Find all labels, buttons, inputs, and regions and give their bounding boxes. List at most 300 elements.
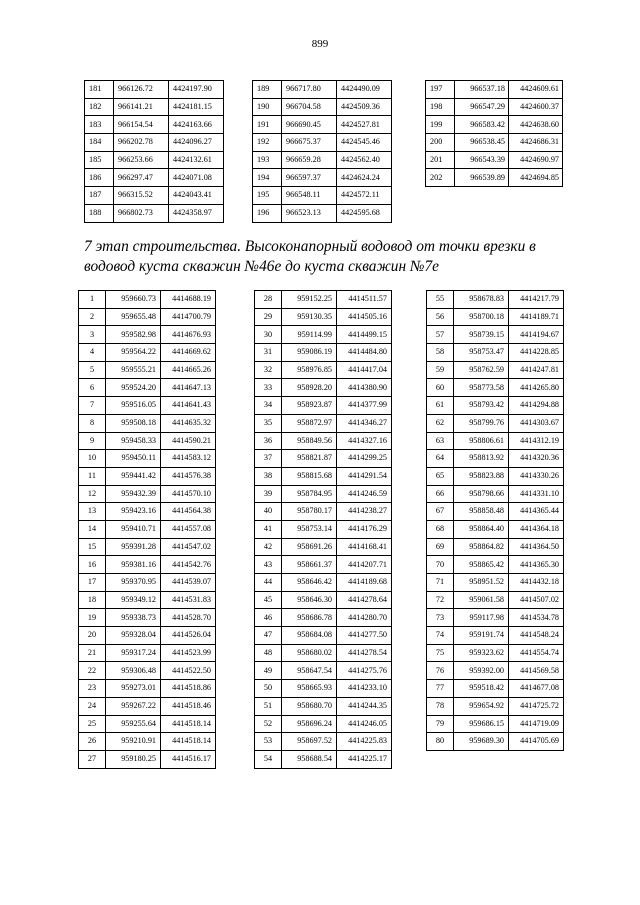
table-row xyxy=(255,538,392,556)
point-number-cell: 52 xyxy=(255,715,282,733)
table-row xyxy=(79,697,216,715)
x-coordinate-cell: 959660.73 xyxy=(106,291,161,309)
x-coordinate-cell: 958951.52 xyxy=(454,574,509,592)
point-number-cell: 18 xyxy=(79,591,106,609)
x-coordinate-cell: 959582.98 xyxy=(106,326,161,344)
point-number-cell: 11 xyxy=(79,467,106,485)
point-number-cell: 43 xyxy=(255,556,282,574)
y-coordinate-cell: 4414225.17 xyxy=(337,750,392,768)
x-coordinate-cell: 959564.22 xyxy=(106,344,161,362)
point-number-cell: 195 xyxy=(253,187,282,205)
table-row xyxy=(427,556,564,574)
table-row xyxy=(427,326,564,344)
x-coordinate-cell: 958684.08 xyxy=(282,627,337,645)
coordinates-table xyxy=(426,290,564,751)
y-coordinate-cell: 4414228.85 xyxy=(509,344,564,362)
y-coordinate-cell: 4414320.36 xyxy=(509,450,564,468)
y-coordinate-cell: 4424609.61 xyxy=(509,81,563,99)
point-number-cell: 23 xyxy=(79,680,106,698)
table-row xyxy=(427,503,564,521)
table-row xyxy=(255,574,392,592)
point-number-cell: 16 xyxy=(79,556,106,574)
x-coordinate-cell: 959555.21 xyxy=(106,361,161,379)
table-row xyxy=(85,204,224,222)
table-row xyxy=(426,169,563,187)
x-coordinate-cell: 959117.98 xyxy=(454,609,509,627)
x-coordinate-cell: 958813.92 xyxy=(454,450,509,468)
x-coordinate-cell: 966141.21 xyxy=(114,98,169,116)
point-number-cell: 4 xyxy=(79,344,106,362)
table-row xyxy=(253,134,392,152)
table-row xyxy=(427,344,564,362)
point-number-cell: 186 xyxy=(85,169,114,187)
table-row xyxy=(79,520,216,538)
table-row xyxy=(79,733,216,751)
table-row xyxy=(427,574,564,592)
point-number-cell: 51 xyxy=(255,697,282,715)
table-row xyxy=(79,715,216,733)
x-coordinate-cell: 958799.76 xyxy=(454,414,509,432)
table-row xyxy=(427,379,564,397)
point-number-cell: 41 xyxy=(255,520,282,538)
x-coordinate-cell: 966523.13 xyxy=(282,204,337,222)
table-row xyxy=(427,432,564,450)
y-coordinate-cell: 4414346.27 xyxy=(337,414,392,432)
x-coordinate-cell: 958865.42 xyxy=(454,556,509,574)
table-row xyxy=(79,379,216,397)
point-number-cell: 80 xyxy=(427,733,454,751)
point-number-cell: 45 xyxy=(255,591,282,609)
point-number-cell: 12 xyxy=(79,485,106,503)
y-coordinate-cell: 4424690.97 xyxy=(509,151,563,169)
x-coordinate-cell: 959423.16 xyxy=(106,503,161,521)
y-coordinate-cell: 4414189.71 xyxy=(509,308,564,326)
y-coordinate-cell: 4414700.79 xyxy=(161,308,216,326)
y-coordinate-cell: 4414364.50 xyxy=(509,538,564,556)
y-coordinate-cell: 4414583.12 xyxy=(161,450,216,468)
x-coordinate-cell: 966659.28 xyxy=(282,151,337,169)
y-coordinate-cell: 4414291.54 xyxy=(337,467,392,485)
table-row xyxy=(427,361,564,379)
x-coordinate-cell: 966717.80 xyxy=(282,81,337,99)
y-coordinate-cell: 4424638.60 xyxy=(509,116,563,134)
table-row xyxy=(426,151,563,169)
y-coordinate-cell: 4414364.18 xyxy=(509,520,564,538)
y-coordinate-cell: 4414277.50 xyxy=(337,627,392,645)
x-coordinate-cell: 958849.56 xyxy=(282,432,337,450)
y-coordinate-cell: 4414280.70 xyxy=(337,609,392,627)
table-row xyxy=(253,98,392,116)
point-number-cell: 64 xyxy=(427,450,454,468)
y-coordinate-cell: 4414278.54 xyxy=(337,644,392,662)
x-coordinate-cell: 959130.35 xyxy=(282,308,337,326)
x-coordinate-cell: 958646.42 xyxy=(282,574,337,592)
y-coordinate-cell: 4424545.46 xyxy=(337,134,392,152)
x-coordinate-cell: 966704.58 xyxy=(282,98,337,116)
coordinates-table xyxy=(78,290,216,769)
point-number-cell: 198 xyxy=(426,98,455,116)
y-coordinate-cell: 4414557.08 xyxy=(161,520,216,538)
table-row xyxy=(79,361,216,379)
y-coordinate-cell: 4414330.26 xyxy=(509,467,564,485)
x-coordinate-cell: 958678.83 xyxy=(454,291,509,309)
point-number-cell: 192 xyxy=(253,134,282,152)
table-row xyxy=(79,750,216,768)
y-coordinate-cell: 4414217.79 xyxy=(509,291,564,309)
point-number-cell: 65 xyxy=(427,467,454,485)
table-row xyxy=(255,450,392,468)
y-coordinate-cell: 4414677.08 xyxy=(509,680,564,698)
y-coordinate-cell: 4424132.61 xyxy=(169,151,224,169)
y-coordinate-cell: 4414331.10 xyxy=(509,485,564,503)
y-coordinate-cell: 4414365.44 xyxy=(509,503,564,521)
point-number-cell: 74 xyxy=(427,627,454,645)
table-row xyxy=(426,98,563,116)
y-coordinate-cell: 4414570.10 xyxy=(161,485,216,503)
y-coordinate-cell: 4414518.86 xyxy=(161,680,216,698)
y-coordinate-cell: 4414705.69 xyxy=(509,733,564,751)
point-number-cell: 59 xyxy=(427,361,454,379)
x-coordinate-cell: 966548.11 xyxy=(282,187,337,205)
point-number-cell: 63 xyxy=(427,432,454,450)
table-row xyxy=(79,344,216,362)
coordinates-table xyxy=(252,80,392,223)
x-coordinate-cell: 959654.92 xyxy=(454,697,509,715)
table-row xyxy=(427,397,564,415)
point-number-cell: 62 xyxy=(427,414,454,432)
point-number-cell: 182 xyxy=(85,98,114,116)
point-number-cell: 71 xyxy=(427,574,454,592)
x-coordinate-cell: 959392.00 xyxy=(454,662,509,680)
point-number-cell: 197 xyxy=(426,81,455,99)
x-coordinate-cell: 959255.64 xyxy=(106,715,161,733)
point-number-cell: 19 xyxy=(79,609,106,627)
x-coordinate-cell: 959458.33 xyxy=(106,432,161,450)
table-row xyxy=(253,116,392,134)
table-row xyxy=(79,291,216,309)
point-number-cell: 37 xyxy=(255,450,282,468)
table-row xyxy=(79,644,216,662)
x-coordinate-cell: 959518.42 xyxy=(454,680,509,698)
y-coordinate-cell: 4414518.14 xyxy=(161,733,216,751)
table-row xyxy=(255,344,392,362)
point-number-cell: 75 xyxy=(427,644,454,662)
x-coordinate-cell: 966537.18 xyxy=(455,81,509,99)
table-row xyxy=(79,591,216,609)
point-number-cell: 191 xyxy=(253,116,282,134)
section-heading: 7 этап строительства. Высоконапорный водовод от точки врезки в водовод куста скважин №46е до куста скважин №7е xyxy=(84,238,536,275)
y-coordinate-cell: 4414564.38 xyxy=(161,503,216,521)
point-number-cell: 49 xyxy=(255,662,282,680)
y-coordinate-cell: 4414522.50 xyxy=(161,662,216,680)
point-number-cell: 200 xyxy=(426,134,455,152)
x-coordinate-cell: 959061.58 xyxy=(454,591,509,609)
table-row xyxy=(427,609,564,627)
point-number-cell: 70 xyxy=(427,556,454,574)
y-coordinate-cell: 4414507.02 xyxy=(509,591,564,609)
table-row xyxy=(85,81,224,99)
table-row xyxy=(427,697,564,715)
table-row xyxy=(79,485,216,503)
y-coordinate-cell: 4424043.41 xyxy=(169,187,224,205)
x-coordinate-cell: 958646.30 xyxy=(282,591,337,609)
x-coordinate-cell: 958700.18 xyxy=(454,308,509,326)
x-coordinate-cell: 958806.61 xyxy=(454,432,509,450)
table-row xyxy=(253,204,392,222)
point-number-cell: 29 xyxy=(255,308,282,326)
y-coordinate-cell: 4424595.68 xyxy=(337,204,392,222)
point-number-cell: 22 xyxy=(79,662,106,680)
point-number-cell: 60 xyxy=(427,379,454,397)
point-number-cell: 183 xyxy=(85,116,114,134)
x-coordinate-cell: 959508.18 xyxy=(106,414,161,432)
y-coordinate-cell: 4414719.09 xyxy=(509,715,564,733)
x-coordinate-cell: 959338.73 xyxy=(106,609,161,627)
x-coordinate-cell: 958784.95 xyxy=(282,485,337,503)
point-number-cell: 9 xyxy=(79,432,106,450)
point-number-cell: 27 xyxy=(79,750,106,768)
table-row xyxy=(255,485,392,503)
point-number-cell: 72 xyxy=(427,591,454,609)
point-number-cell: 33 xyxy=(255,379,282,397)
x-coordinate-cell: 958923.87 xyxy=(282,397,337,415)
x-coordinate-cell: 959210.91 xyxy=(106,733,161,751)
point-number-cell: 61 xyxy=(427,397,454,415)
x-coordinate-cell: 958864.40 xyxy=(454,520,509,538)
x-coordinate-cell: 966539.89 xyxy=(455,169,509,187)
table-row xyxy=(79,662,216,680)
point-number-cell: 35 xyxy=(255,414,282,432)
y-coordinate-cell: 4414194.67 xyxy=(509,326,564,344)
x-coordinate-cell: 958793.42 xyxy=(454,397,509,415)
y-coordinate-cell: 4414225.83 xyxy=(337,733,392,751)
table-row xyxy=(255,750,392,768)
y-coordinate-cell: 4414176.29 xyxy=(337,520,392,538)
point-number-cell: 17 xyxy=(79,574,106,592)
x-coordinate-cell: 958697.52 xyxy=(282,733,337,751)
point-number-cell: 68 xyxy=(427,520,454,538)
table-row xyxy=(427,733,564,751)
table-row xyxy=(255,644,392,662)
point-number-cell: 53 xyxy=(255,733,282,751)
point-number-cell: 44 xyxy=(255,574,282,592)
point-number-cell: 34 xyxy=(255,397,282,415)
y-coordinate-cell: 4414365.30 xyxy=(509,556,564,574)
x-coordinate-cell: 958773.58 xyxy=(454,379,509,397)
x-coordinate-cell: 959328.04 xyxy=(106,627,161,645)
table-row xyxy=(85,169,224,187)
table-row xyxy=(79,432,216,450)
x-coordinate-cell: 958686.78 xyxy=(282,609,337,627)
x-coordinate-cell: 959686.15 xyxy=(454,715,509,733)
x-coordinate-cell: 958864.82 xyxy=(454,538,509,556)
point-number-cell: 8 xyxy=(79,414,106,432)
table-row xyxy=(427,715,564,733)
y-coordinate-cell: 4424071.08 xyxy=(169,169,224,187)
table-row xyxy=(255,503,392,521)
table-row xyxy=(85,187,224,205)
table-row xyxy=(426,134,563,152)
y-coordinate-cell: 4414499.15 xyxy=(337,326,392,344)
x-coordinate-cell: 966675.37 xyxy=(282,134,337,152)
table-row xyxy=(255,467,392,485)
table-row xyxy=(253,169,392,187)
y-coordinate-cell: 4414526.04 xyxy=(161,627,216,645)
point-number-cell: 201 xyxy=(426,151,455,169)
x-coordinate-cell: 959306.48 xyxy=(106,662,161,680)
table-row xyxy=(426,81,563,99)
y-coordinate-cell: 4414275.76 xyxy=(337,662,392,680)
y-coordinate-cell: 4414523.99 xyxy=(161,644,216,662)
y-coordinate-cell: 4424163.66 xyxy=(169,116,224,134)
x-coordinate-cell: 958647.54 xyxy=(282,662,337,680)
table-row xyxy=(79,538,216,556)
x-coordinate-cell: 959432.39 xyxy=(106,485,161,503)
point-number-cell: 26 xyxy=(79,733,106,751)
table-row xyxy=(255,715,392,733)
table-row xyxy=(79,627,216,645)
y-coordinate-cell: 4414534.78 xyxy=(509,609,564,627)
point-number-cell: 40 xyxy=(255,503,282,521)
y-coordinate-cell: 4414244.35 xyxy=(337,697,392,715)
point-number-cell: 185 xyxy=(85,151,114,169)
x-coordinate-cell: 966802.73 xyxy=(114,204,169,222)
point-number-cell: 199 xyxy=(426,116,455,134)
table-row xyxy=(255,397,392,415)
y-coordinate-cell: 4414569.58 xyxy=(509,662,564,680)
x-coordinate-cell: 958691.26 xyxy=(282,538,337,556)
point-number-cell: 38 xyxy=(255,467,282,485)
point-number-cell: 1 xyxy=(79,291,106,309)
x-coordinate-cell: 966202.78 xyxy=(114,134,169,152)
point-number-cell: 76 xyxy=(427,662,454,680)
point-number-cell: 39 xyxy=(255,485,282,503)
table-row xyxy=(79,556,216,574)
table-row xyxy=(427,591,564,609)
y-coordinate-cell: 4414380.90 xyxy=(337,379,392,397)
y-coordinate-cell: 4414676.93 xyxy=(161,326,216,344)
y-coordinate-cell: 4424686.31 xyxy=(509,134,563,152)
x-coordinate-cell: 958739.15 xyxy=(454,326,509,344)
point-number-cell: 10 xyxy=(79,450,106,468)
table-row xyxy=(255,609,392,627)
table-row xyxy=(85,116,224,134)
y-coordinate-cell: 4414246.05 xyxy=(337,715,392,733)
x-coordinate-cell: 958665.93 xyxy=(282,680,337,698)
y-coordinate-cell: 4424358.97 xyxy=(169,204,224,222)
point-number-cell: 189 xyxy=(253,81,282,99)
table-row xyxy=(427,308,564,326)
point-number-cell: 20 xyxy=(79,627,106,645)
y-coordinate-cell: 4414278.64 xyxy=(337,591,392,609)
point-number-cell: 50 xyxy=(255,680,282,698)
y-coordinate-cell: 4414417.04 xyxy=(337,361,392,379)
table-row xyxy=(253,151,392,169)
table-row xyxy=(253,81,392,99)
point-number-cell: 58 xyxy=(427,344,454,362)
table-row xyxy=(255,361,392,379)
table-row xyxy=(79,609,216,627)
coordinates-table xyxy=(84,80,224,223)
table-row xyxy=(253,187,392,205)
table-row xyxy=(85,134,224,152)
page-number: 899 xyxy=(311,38,329,50)
table-row xyxy=(79,308,216,326)
point-number-cell: 187 xyxy=(85,187,114,205)
x-coordinate-cell: 959441.42 xyxy=(106,467,161,485)
x-coordinate-cell: 958798.66 xyxy=(454,485,509,503)
y-coordinate-cell: 4424527.81 xyxy=(337,116,392,134)
y-coordinate-cell: 4414246.59 xyxy=(337,485,392,503)
x-coordinate-cell: 959349.12 xyxy=(106,591,161,609)
point-number-cell: 2 xyxy=(79,308,106,326)
point-number-cell: 194 xyxy=(253,169,282,187)
point-number-cell: 31 xyxy=(255,344,282,362)
y-coordinate-cell: 4414576.38 xyxy=(161,467,216,485)
y-coordinate-cell: 4414542.76 xyxy=(161,556,216,574)
x-coordinate-cell: 958753.14 xyxy=(282,520,337,538)
point-number-cell: 30 xyxy=(255,326,282,344)
table-row xyxy=(255,432,392,450)
x-coordinate-cell: 959152.25 xyxy=(282,291,337,309)
y-coordinate-cell: 4414665.26 xyxy=(161,361,216,379)
y-coordinate-cell: 4414168.41 xyxy=(337,538,392,556)
point-number-cell: 184 xyxy=(85,134,114,152)
x-coordinate-cell: 958762.59 xyxy=(454,361,509,379)
y-coordinate-cell: 4414548.24 xyxy=(509,627,564,645)
point-number-cell: 190 xyxy=(253,98,282,116)
table-row xyxy=(255,379,392,397)
x-coordinate-cell: 958872.97 xyxy=(282,414,337,432)
table-row xyxy=(427,538,564,556)
x-coordinate-cell: 966583.42 xyxy=(455,116,509,134)
point-number-cell: 78 xyxy=(427,697,454,715)
x-coordinate-cell: 959114.99 xyxy=(282,326,337,344)
table-row xyxy=(255,662,392,680)
y-coordinate-cell: 4414518.46 xyxy=(161,697,216,715)
table-row xyxy=(427,467,564,485)
x-coordinate-cell: 958823.88 xyxy=(454,467,509,485)
table-row xyxy=(85,98,224,116)
y-coordinate-cell: 4414547.02 xyxy=(161,538,216,556)
x-coordinate-cell: 959450.11 xyxy=(106,450,161,468)
x-coordinate-cell: 958753.47 xyxy=(454,344,509,362)
x-coordinate-cell: 966690.45 xyxy=(282,116,337,134)
point-number-cell: 55 xyxy=(427,291,454,309)
y-coordinate-cell: 4414327.16 xyxy=(337,432,392,450)
point-number-cell: 21 xyxy=(79,644,106,662)
x-coordinate-cell: 958858.48 xyxy=(454,503,509,521)
y-coordinate-cell: 4414554.74 xyxy=(509,644,564,662)
y-coordinate-cell: 4414265.80 xyxy=(509,379,564,397)
table-row xyxy=(255,291,392,309)
coordinates-table xyxy=(254,290,392,769)
point-number-cell: 3 xyxy=(79,326,106,344)
x-coordinate-cell: 966315.52 xyxy=(114,187,169,205)
y-coordinate-cell: 4424572.11 xyxy=(337,187,392,205)
x-coordinate-cell: 959524.20 xyxy=(106,379,161,397)
y-coordinate-cell: 4424509.36 xyxy=(337,98,392,116)
table-row xyxy=(79,467,216,485)
y-coordinate-cell: 4414511.57 xyxy=(337,291,392,309)
y-coordinate-cell: 4424600.37 xyxy=(509,98,563,116)
y-coordinate-cell: 4414635.32 xyxy=(161,414,216,432)
point-number-cell: 42 xyxy=(255,538,282,556)
table-row xyxy=(255,326,392,344)
x-coordinate-cell: 959180.25 xyxy=(106,750,161,768)
x-coordinate-cell: 958680.02 xyxy=(282,644,337,662)
point-number-cell: 57 xyxy=(427,326,454,344)
